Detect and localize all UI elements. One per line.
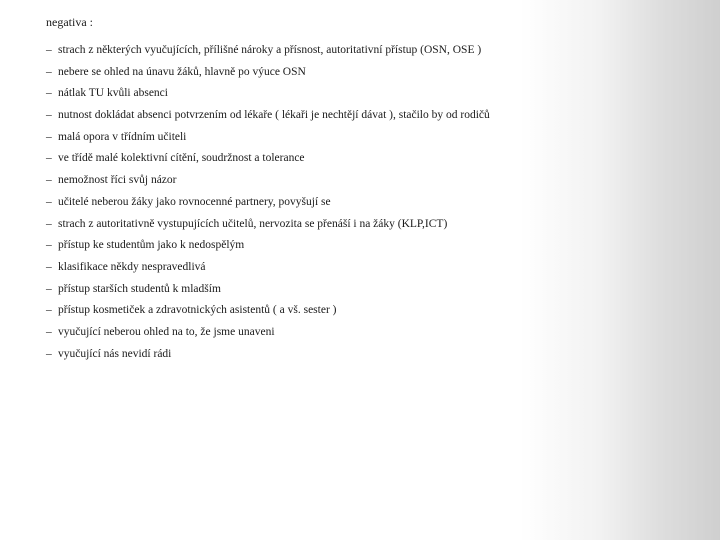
- list-item-text: nebere se ohled na únavu žáků, hlavně po výuce OSN: [58, 65, 306, 78]
- list-item: [46, 42, 490, 64]
- list-item-text: přístup kosmetiček a zdravotnických asistentů ( a vš. sester ): [58, 304, 337, 317]
- list-item: [46, 150, 490, 172]
- bullet-marker: –: [46, 109, 52, 122]
- bullet-list: [46, 42, 490, 367]
- bullet-marker: –: [46, 260, 52, 273]
- bullet-marker: –: [46, 282, 52, 295]
- list-item: [46, 85, 490, 107]
- list-item-text: malá opora v třídním učiteli: [58, 130, 187, 143]
- list-item-text: nutnost dokládat absenci potvrzením od lékaře ( lékaři je nechtějí dávat ), stačilo by od rodičů: [58, 109, 490, 122]
- list-item: [46, 216, 490, 238]
- bullet-marker: –: [46, 65, 52, 78]
- bullet-marker: –: [46, 174, 52, 187]
- bullet-marker: –: [46, 195, 52, 208]
- list-item-text: ve třídě malé kolektivní cítění, soudržnost a tolerance: [58, 152, 305, 165]
- bullet-marker: –: [46, 239, 52, 252]
- bullet-marker: –: [46, 87, 52, 100]
- list-item-text: vyučující nás nevidí rádi: [58, 347, 172, 360]
- list-item: [46, 172, 490, 194]
- list-item: [46, 281, 490, 303]
- list-item-text: přístup starších studentů k mladším: [58, 282, 221, 295]
- list-item-text: vyučující neberou ohled na to, že jsme unaveni: [58, 325, 275, 338]
- bullet-marker: –: [46, 217, 52, 230]
- bullet-marker: –: [46, 304, 52, 317]
- bullet-marker: –: [46, 152, 52, 165]
- list-item: [46, 346, 490, 368]
- list-item-text: učitelé neberou žáky jako rovnocenné partnery, povyšují se: [58, 195, 331, 208]
- list-item-text: přístup ke studentům jako k nedospělým: [58, 239, 245, 252]
- list-item: [46, 237, 490, 259]
- list-item: [46, 129, 490, 151]
- list-item-text: nátlak TU kvůli absenci: [58, 87, 168, 100]
- list-item: [46, 259, 490, 281]
- list-item-text: strach z některých vyučujících, přílišné nároky a přísnost, autoritativní přístup (OSN, OSE ): [58, 44, 482, 56]
- bullet-marker: –: [46, 325, 52, 338]
- list-item: [46, 64, 490, 86]
- bullet-marker: –: [46, 347, 52, 360]
- list-item: [46, 302, 490, 324]
- list-item: [46, 107, 490, 129]
- slide-heading: negativa :: [46, 15, 93, 29]
- bullet-marker: –: [46, 44, 52, 56]
- list-item-text: klasifikace někdy nespravedlivá: [58, 260, 206, 273]
- list-item-text: nemožnost říci svůj názor: [58, 174, 177, 187]
- list-item: [46, 194, 490, 216]
- list-item-text: strach z autoritativně vystupujících učitelů, nervozita se přenáší i na žáky (KLP,ICT): [58, 217, 448, 230]
- list-item: [46, 324, 490, 346]
- bullet-marker: –: [46, 130, 52, 143]
